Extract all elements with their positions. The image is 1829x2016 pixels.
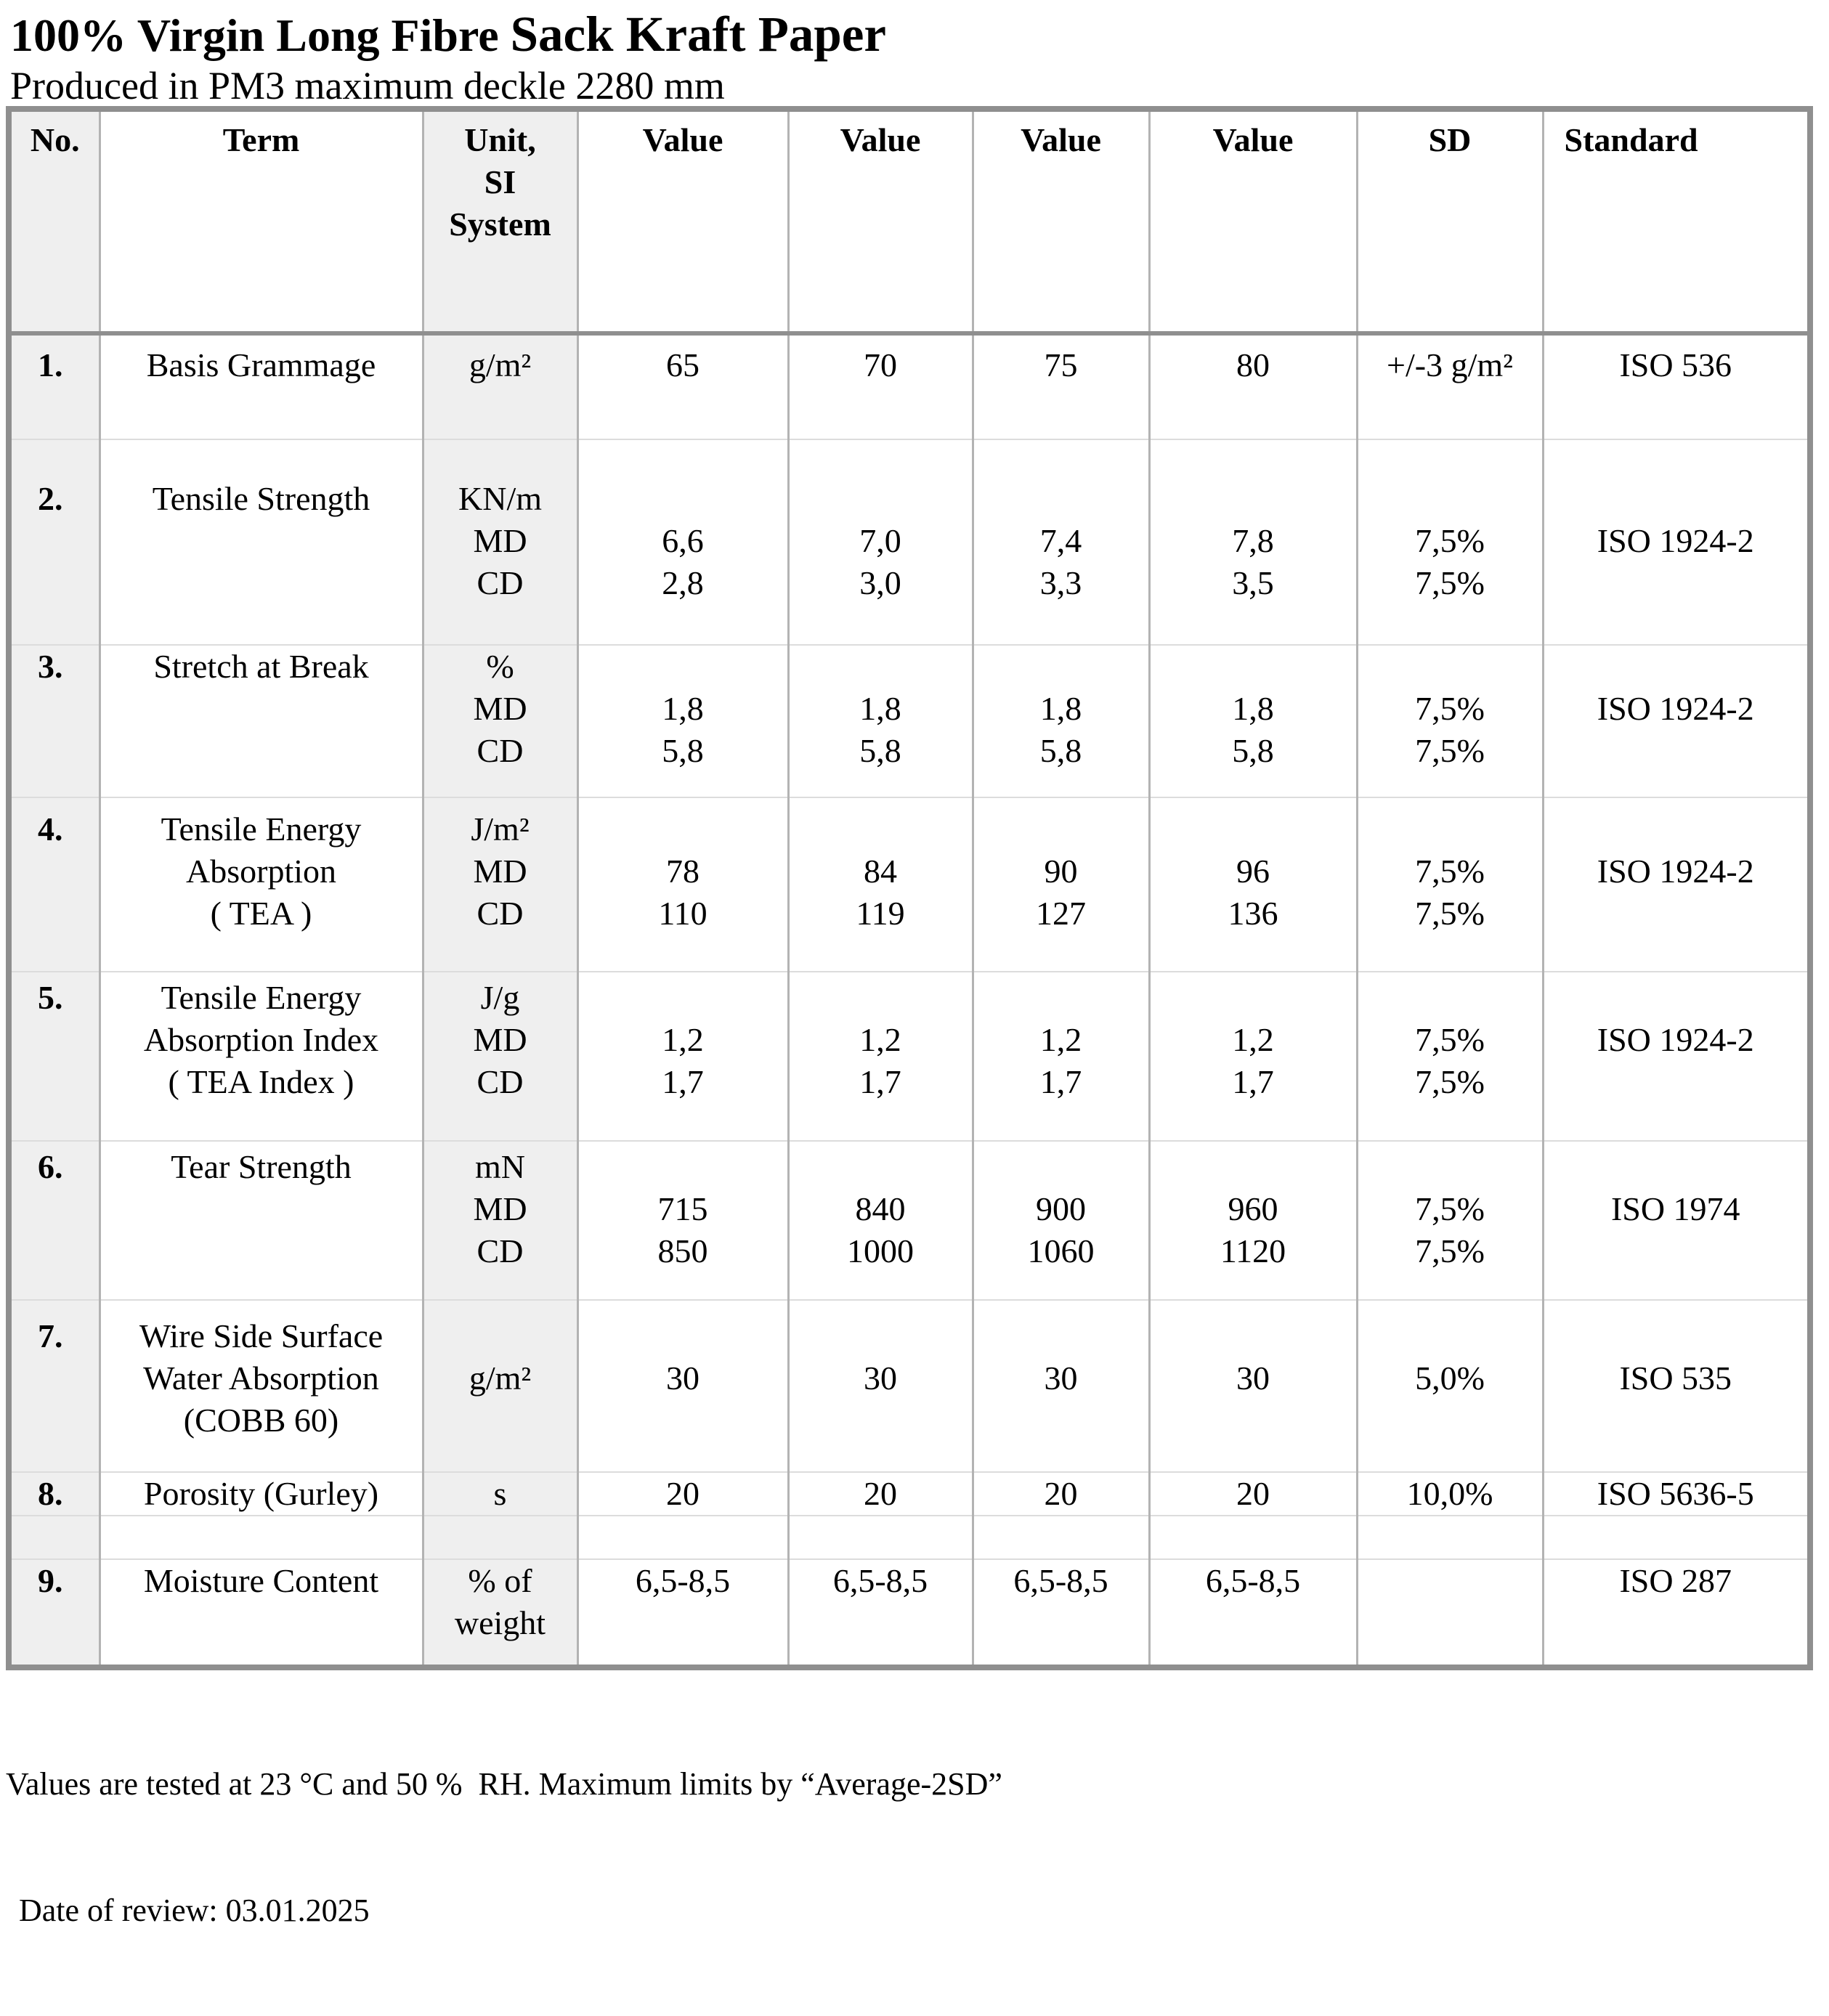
cell-6-v3: 900 1060 <box>973 1141 1149 1300</box>
cell-7-sd: 5,0% <box>1357 1300 1543 1472</box>
cell-9-v2: 6,5-8,5 <box>788 1559 973 1667</box>
cell-4-v1: 78 110 <box>577 797 788 972</box>
spacer-cell-term <box>100 1516 423 1559</box>
cell-3-term: Stretch at Break <box>100 645 423 797</box>
cell-3-v3: 1,8 5,8 <box>973 645 1149 797</box>
cell-4-v2: 84 119 <box>788 797 973 972</box>
footer <box>6 1679 1829 2016</box>
table-row-9 <box>9 1559 1810 1667</box>
cell-8-v4: 20 <box>1149 1472 1357 1516</box>
cell-6-std: ISO 1974 <box>1543 1141 1810 1300</box>
cell-1-term: Basis Grammage <box>100 333 423 439</box>
cell-8-v3: 20 <box>973 1472 1149 1516</box>
table-row-4 <box>9 797 1810 972</box>
spacer-cell-v1 <box>577 1516 788 1559</box>
cell-1-v2: 70 <box>788 333 973 439</box>
cell-7-std: ISO 535 <box>1543 1300 1810 1472</box>
cell-3-sd: 7,5% 7,5% <box>1357 645 1543 797</box>
cell-2-v3: 7,4 3,3 <box>973 439 1149 645</box>
cell-5-std: ISO 1924-2 <box>1543 972 1810 1141</box>
cell-4-no: 4. <box>9 797 100 972</box>
table-row-1 <box>9 333 1810 439</box>
spacer-cell-no <box>9 1516 100 1559</box>
col-header-v3: Value <box>973 109 1149 333</box>
cell-9-v4: 6,5-8,5 <box>1149 1559 1357 1667</box>
table-row-7 <box>9 1300 1810 1472</box>
cell-3-unit: % MD CD <box>423 645 577 797</box>
cell-4-std: ISO 1924-2 <box>1543 797 1810 972</box>
footer-date-of-review: Date of review: 03.01.2025 <box>19 1893 370 1928</box>
cell-6-no: 6. <box>9 1141 100 1300</box>
cell-1-std: ISO 536 <box>1543 333 1810 439</box>
cell-9-term: Moisture Content <box>100 1559 423 1667</box>
spacer-cell-std <box>1543 1516 1810 1559</box>
cell-3-no: 3. <box>9 645 100 797</box>
cell-4-unit: J/m² MD CD <box>423 797 577 972</box>
col-header-v2: Value <box>788 109 973 333</box>
cell-1-unit: g/m² <box>423 333 577 439</box>
cell-8-no: 8. <box>9 1472 100 1516</box>
cell-6-term: Tear Strength <box>100 1141 423 1300</box>
table-header-row <box>9 109 1810 333</box>
cell-3-v1: 1,8 5,8 <box>577 645 788 797</box>
page-title-part2: Sack Kraft Paper <box>510 7 887 62</box>
spacer-cell-sd <box>1357 1516 1543 1559</box>
cell-2-unit: KN/m MD CD <box>423 439 577 645</box>
cell-5-sd: 7,5% 7,5% <box>1357 972 1543 1141</box>
cell-1-v1: 65 <box>577 333 788 439</box>
table-row-3 <box>9 645 1810 797</box>
cell-7-unit: g/m² <box>423 1300 577 1472</box>
cell-5-no: 5. <box>9 972 100 1141</box>
table-row-8 <box>9 1472 1810 1516</box>
cell-5-v3: 1,2 1,7 <box>973 972 1149 1141</box>
col-header-std: Standard <box>1543 109 1810 333</box>
cell-5-v1: 1,2 1,7 <box>577 972 788 1141</box>
col-header-v4: Value <box>1149 109 1357 333</box>
table-row-5 <box>9 972 1810 1141</box>
cell-9-sd <box>1357 1559 1543 1667</box>
cell-9-no: 9. <box>9 1559 100 1667</box>
cell-1-sd: +/-3 g/m² <box>1357 333 1543 439</box>
cell-4-term: Tensile Energy Absorption ( TEA ) <box>100 797 423 972</box>
cell-9-std: ISO 287 <box>1543 1559 1810 1667</box>
table-row-2 <box>9 439 1810 645</box>
table-row-6 <box>9 1141 1810 1300</box>
cell-2-sd: 7,5% 7,5% <box>1357 439 1543 645</box>
cell-7-v3: 30 <box>973 1300 1149 1472</box>
cell-4-v4: 96 136 <box>1149 797 1357 972</box>
cell-2-no: 2. <box>9 439 100 645</box>
cell-6-sd: 7,5% 7,5% <box>1357 1141 1543 1300</box>
spacer-cell-v2 <box>788 1516 973 1559</box>
page-subtitle: Produced in PM3 maximum deckle 2280 mm <box>10 64 725 107</box>
cell-6-v2: 840 1000 <box>788 1141 973 1300</box>
cell-9-v3: 6,5-8,5 <box>973 1559 1149 1667</box>
cell-3-v2: 1,8 5,8 <box>788 645 973 797</box>
cell-7-v4: 30 <box>1149 1300 1357 1472</box>
cell-6-v4: 960 1120 <box>1149 1141 1357 1300</box>
cell-1-no: 1. <box>9 333 100 439</box>
spacer-cell-v4 <box>1149 1516 1357 1559</box>
col-header-v1: Value <box>577 109 788 333</box>
spacer-row <box>9 1516 1810 1559</box>
cell-2-std: ISO 1924-2 <box>1543 439 1810 645</box>
cell-9-v1: 6,5-8,5 <box>577 1559 788 1667</box>
col-header-sd: SD <box>1357 109 1543 333</box>
cell-2-term: Tensile Strength <box>100 439 423 645</box>
cell-5-v2: 1,2 1,7 <box>788 972 973 1141</box>
cell-8-v2: 20 <box>788 1472 973 1516</box>
cell-7-v2: 30 <box>788 1300 973 1472</box>
cell-9-unit: % of weight <box>423 1559 577 1667</box>
cell-8-unit: s <box>423 1472 577 1516</box>
page-title-part1: 100% Virgin Long Fibre <box>10 9 499 61</box>
cell-8-sd: 10,0% <box>1357 1472 1543 1516</box>
spec-table <box>6 106 1813 1670</box>
cell-7-term: Wire Side Surface Water Absorption (COBB 60) <box>100 1300 423 1472</box>
col-header-unit: Unit, SI System <box>423 109 577 333</box>
spacer-cell-v3 <box>973 1516 1149 1559</box>
cell-4-v3: 90 127 <box>973 797 1149 972</box>
cell-4-sd: 7,5% 7,5% <box>1357 797 1543 972</box>
spacer-cell-unit <box>423 1516 577 1559</box>
page-title <box>10 4 1829 65</box>
cell-5-term: Tensile Energy Absorption Index ( TEA Index ) <box>100 972 423 1141</box>
cell-3-v4: 1,8 5,8 <box>1149 645 1357 797</box>
cell-2-v1: 6,6 2,8 <box>577 439 788 645</box>
col-header-no: No. <box>9 109 100 333</box>
cell-8-v1: 20 <box>577 1472 788 1516</box>
cell-1-v3: 75 <box>973 333 1149 439</box>
cell-2-v4: 7,8 3,5 <box>1149 439 1357 645</box>
cell-8-term: Porosity (Gurley) <box>100 1472 423 1516</box>
cell-8-std: ISO 5636-5 <box>1543 1472 1810 1516</box>
cell-1-v4: 80 <box>1149 333 1357 439</box>
cell-3-std: ISO 1924-2 <box>1543 645 1810 797</box>
cell-7-no: 7. <box>9 1300 100 1472</box>
col-header-term: Term <box>100 109 423 333</box>
cell-5-unit: J/g MD CD <box>423 972 577 1141</box>
cell-6-unit: mN MD CD <box>423 1141 577 1300</box>
cell-7-v1: 30 <box>577 1300 788 1472</box>
cell-5-v4: 1,2 1,7 <box>1149 972 1357 1141</box>
footer-test-conditions: Values are tested at 23 °C and 50 % RH. Maximum limits by “Average-2SD” <box>6 1766 1002 1802</box>
cell-6-v1: 715 850 <box>577 1141 788 1300</box>
cell-2-v2: 7,0 3,0 <box>788 439 973 645</box>
